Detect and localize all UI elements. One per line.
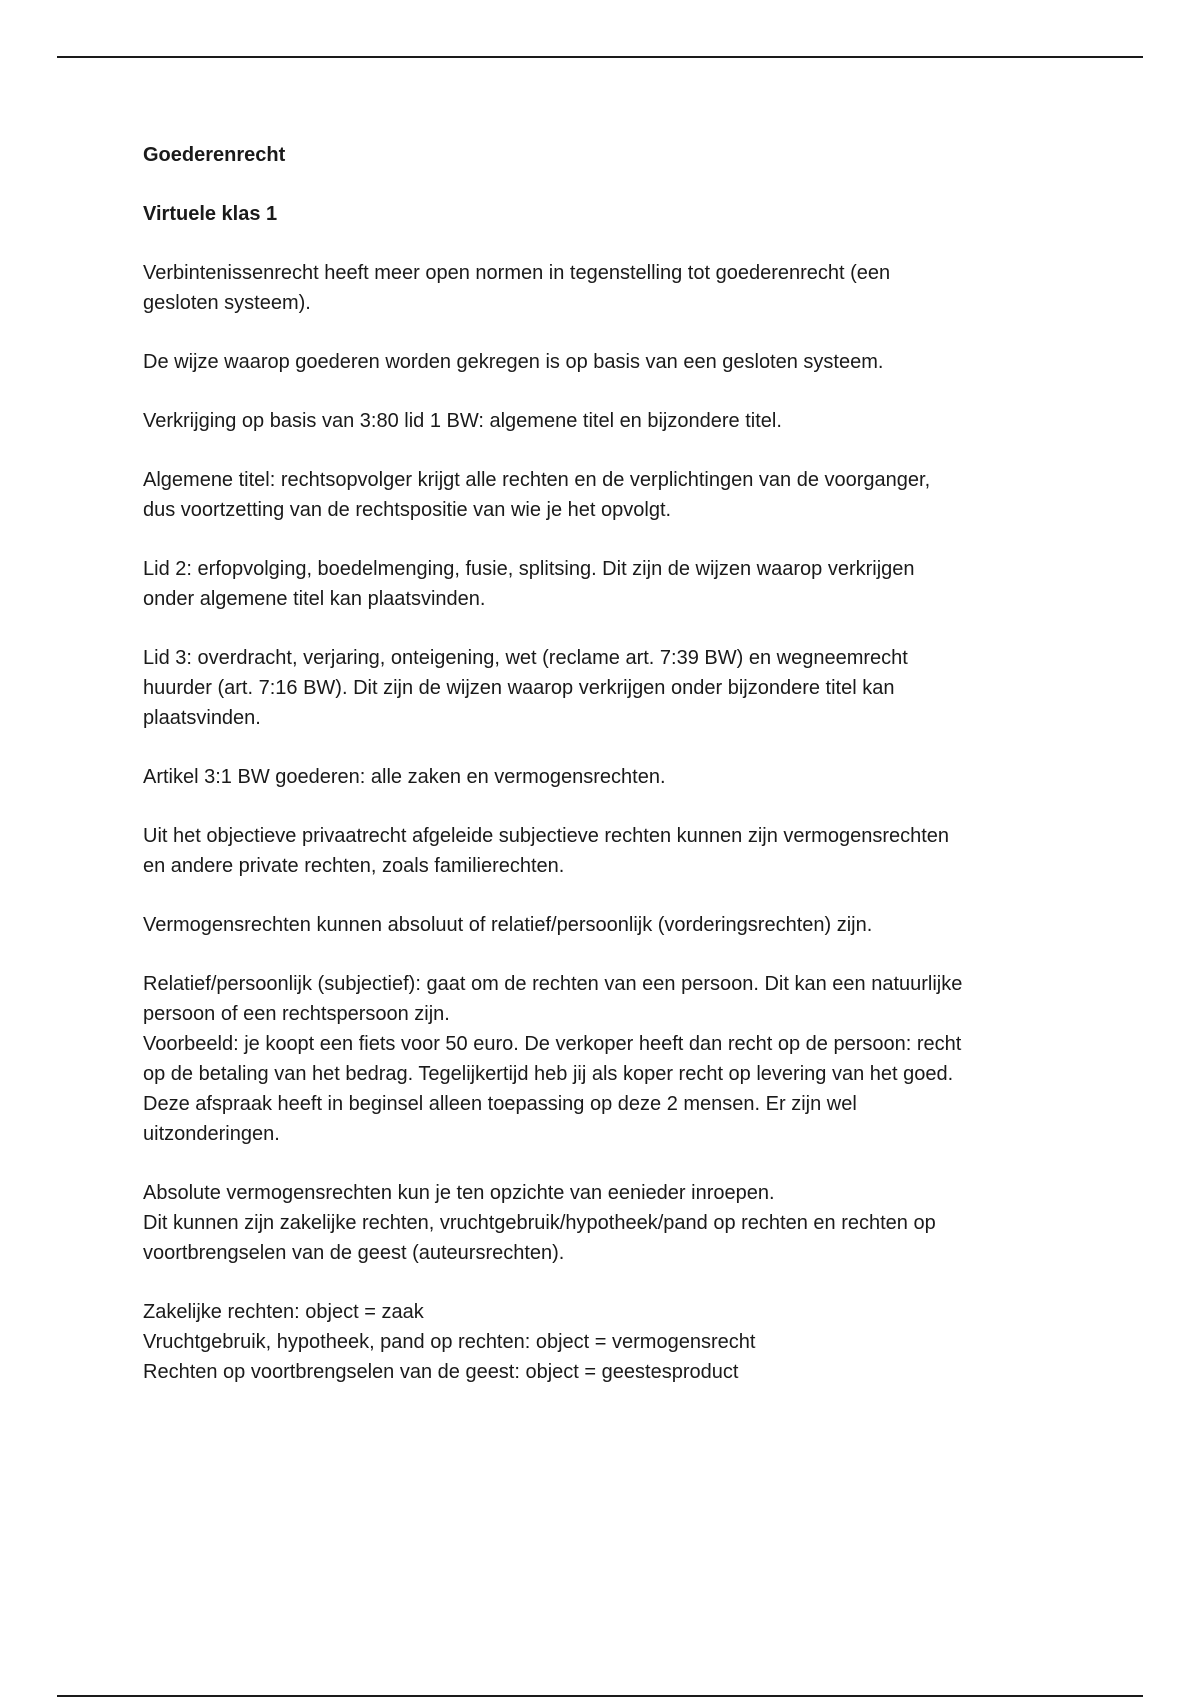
text-line: Zakelijke rechten: object = zaak xyxy=(143,1301,424,1323)
document-subtitle: Virtuele klas 1 xyxy=(143,203,278,225)
text-line: De wijze waarop goederen worden gekregen is op basis van een gesloten systeem. xyxy=(143,351,884,373)
paragraph xyxy=(143,643,1083,733)
text-line: Deze afspraak heeft in beginsel alleen toepassing op deze 2 mensen. Er zijn wel xyxy=(143,1093,857,1115)
footer-rule xyxy=(57,1695,1143,1697)
document-title: Goederenrecht xyxy=(143,144,286,166)
header-rule xyxy=(57,56,1143,58)
text-line: onder algemene titel kan plaatsvinden. xyxy=(143,588,486,610)
paragraph xyxy=(143,969,1083,1149)
paragraph xyxy=(143,1297,1083,1387)
text-line: Lid 2: erfopvolging, boedelmenging, fusie, splitsing. Dit zijn de wijzen waarop verkrijgen xyxy=(143,558,915,580)
text-line: Relatief/persoonlijk (subjectief): gaat om de rechten van een persoon. Dit kan een natuurlijke xyxy=(143,973,963,995)
text-line: voortbrengselen van de geest (auteursrechten). xyxy=(143,1242,565,1264)
paragraph xyxy=(143,762,1083,792)
text-line: dus voortzetting van de rechtspositie van wie je het opvolgt. xyxy=(143,499,672,521)
paragraph xyxy=(143,406,1083,436)
paragraph xyxy=(143,465,1083,525)
text-line: Verkrijging op basis van 3:80 lid 1 BW: algemene titel en bijzondere titel. xyxy=(143,410,782,432)
paragraph xyxy=(143,821,1083,881)
text-line: Dit kunnen zijn zakelijke rechten, vruchtgebruik/hypotheek/pand op rechten en rechten op xyxy=(143,1212,936,1234)
paragraph xyxy=(143,347,1083,377)
text-line: Absolute vermogensrechten kun je ten opzichte van eenieder inroepen. xyxy=(143,1182,775,1204)
text-line: Voorbeeld: je koopt een fiets voor 50 euro. De verkoper heeft dan recht op de persoon: recht xyxy=(143,1033,962,1055)
text-line: Lid 3: overdracht, verjaring, onteigening, wet (reclame art. 7:39 BW) en wegneemrecht xyxy=(143,647,908,669)
text-line: Vruchtgebruik, hypotheek, pand op rechten: object = vermogensrecht xyxy=(143,1331,756,1353)
text-line: Uit het objectieve privaatrecht afgeleide subjectieve rechten kunnen zijn vermogensrechten xyxy=(143,825,950,847)
text-line: en andere private rechten, zoals familierechten. xyxy=(143,855,565,877)
text-line: Verbintenissenrecht heeft meer open normen in tegenstelling tot goederenrecht (een xyxy=(143,262,891,284)
document-body xyxy=(143,140,1083,1416)
text-line: gesloten systeem). xyxy=(143,292,311,314)
paragraph xyxy=(143,910,1083,940)
text-line: Algemene titel: rechtsopvolger krijgt alle rechten en de verplichtingen van de voorganger, xyxy=(143,469,931,491)
text-line: op de betaling van het bedrag. Tegelijkertijd heb jij als koper recht op levering van het goed. xyxy=(143,1063,954,1085)
text-line: huurder (art. 7:16 BW). Dit zijn de wijzen waarop verkrijgen onder bijzondere titel kan xyxy=(143,677,895,699)
text-line: Artikel 3:1 BW goederen: alle zaken en vermogensrechten. xyxy=(143,766,666,788)
text-line: uitzonderingen. xyxy=(143,1123,280,1145)
text-line: persoon of een rechtspersoon zijn. xyxy=(143,1003,450,1025)
paragraph xyxy=(143,258,1083,318)
paragraph xyxy=(143,1178,1083,1268)
text-line: Rechten op voortbrengselen van de geest: object = geestesproduct xyxy=(143,1361,739,1383)
paragraph xyxy=(143,554,1083,614)
text-line: Vermogensrechten kunnen absoluut of relatief/persoonlijk (vorderingsrechten) zijn. xyxy=(143,914,873,936)
text-line: plaatsvinden. xyxy=(143,707,261,729)
